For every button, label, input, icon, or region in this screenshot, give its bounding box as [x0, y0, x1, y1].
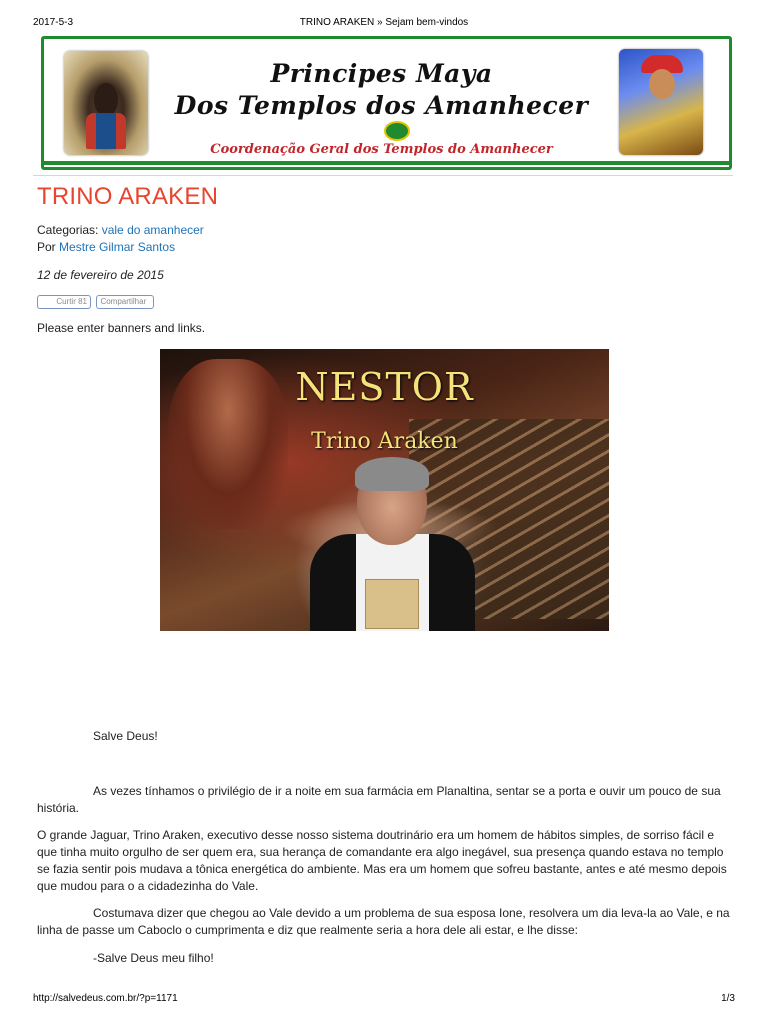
- print-url: http://salvedeus.com.br/?p=1171: [33, 993, 178, 1004]
- paragraph-greeting: Salve Deus!: [93, 729, 158, 743]
- category-link[interactable]: vale do amanhecer: [101, 223, 204, 237]
- paragraph-4: -Salve Deus meu filho!: [93, 951, 214, 965]
- post-author: [37, 240, 175, 254]
- video-thumbnail[interactable]: [160, 349, 609, 631]
- emblem-icon: [384, 121, 410, 141]
- print-page-number: 1/3: [721, 993, 735, 1004]
- indian-warrior-image: [619, 49, 703, 155]
- video-subtitle: Trino Araken: [311, 429, 458, 454]
- post-title: TRINO ARAKEN: [37, 183, 219, 210]
- like-button[interactable]: Curtir 81: [37, 295, 91, 309]
- post-date: 12 de fevereiro de 2015: [37, 268, 164, 282]
- social-buttons: [37, 295, 155, 309]
- print-footer: [0, 993, 768, 1007]
- indian-chief-image: [64, 51, 148, 155]
- paragraph-1: As vezes tínhamos o privilégio de ir a noite em sua farmácia em Planaltina, sentar se a porta e ouvir um pouco de sua história.: [37, 784, 721, 815]
- wooden-box: [365, 579, 419, 629]
- post-categories: [37, 223, 204, 237]
- author-link[interactable]: Mestre Gilmar Santos: [59, 240, 176, 254]
- print-header: [0, 17, 768, 31]
- print-date: 2017-5-3: [33, 17, 74, 28]
- banner-bottom-line: [44, 161, 729, 165]
- video-title: NESTOR: [295, 365, 474, 409]
- banner-title-line1: Principes Maya: [270, 59, 493, 88]
- site-banner[interactable]: [41, 36, 732, 170]
- banner-subtitle: Coordenação Geral dos Templos do Amanhecer: [210, 142, 553, 157]
- categories-label: Categorias:: [37, 223, 99, 237]
- banners-placeholder-text: Please enter banners and links.: [37, 321, 206, 335]
- divider: [33, 175, 733, 176]
- paragraph-3: Costumava dizer que chegou ao Vale devido a um problema de sua esposa Ione, resolvera um dia leva-la ao Vale, e na linha de passe um Caboclo o cumprimenta e diz que realmente seria a hora dele ali estar, e lhe disse:: [37, 906, 730, 937]
- share-button[interactable]: Compartilhar: [96, 295, 154, 309]
- author-label: Por: [37, 240, 56, 254]
- banner-title-line2: Dos Templos dos Amanhecer: [174, 91, 589, 120]
- paragraph-2: O grande Jaguar, Trino Araken, executivo desse nosso sistema doutrinário era um homem de hábitos simples, de sorriso fácil e que tinha muito orgulho de ser quem era, sua herança de comandante era algo inegável, sua presença quando estava no templo se fazia sentir pois mudava a tônica energética do ambiente. Mas era um homem que sofreu bastante, antes e até mesmo depois que mudou para o a cidadezinha do Vale.: [37, 828, 727, 893]
- person-hair: [355, 457, 429, 491]
- print-page-title: TRINO ARAKEN » Sejam bem-vindos: [299, 17, 469, 28]
